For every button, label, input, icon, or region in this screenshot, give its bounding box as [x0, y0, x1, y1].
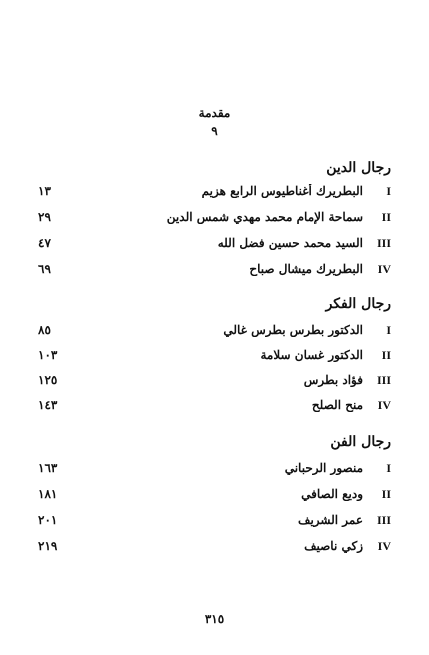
- intro-page: ٩: [211, 124, 218, 138]
- entry-page: ٨٥: [38, 323, 51, 337]
- entry-page: ١٦٣: [38, 461, 58, 475]
- page-number: ٣١٥: [204, 612, 225, 626]
- section-title-thought: رجال الفكر: [325, 296, 391, 312]
- toc-entry[interactable]: [38, 207, 391, 227]
- entry-page: ٢١٩: [38, 539, 58, 553]
- section-title-art: رجال الفن: [330, 434, 391, 450]
- entry-number: I: [386, 183, 391, 198]
- toc-entry[interactable]: [38, 395, 391, 415]
- entry-name: وديع الصافي: [301, 487, 363, 501]
- intro-label: مقدمة: [198, 106, 231, 120]
- entry-number: III: [376, 372, 391, 387]
- entry-name: منصور الرحباني: [284, 461, 363, 475]
- toc-entry[interactable]: [38, 458, 391, 478]
- entry-number: II: [381, 347, 391, 362]
- entry-number: III: [376, 235, 391, 250]
- entry-name: عمر الشريف: [298, 513, 363, 527]
- entry-number: I: [386, 322, 391, 337]
- entry-number: IV: [377, 261, 391, 276]
- entry-number: II: [381, 486, 391, 501]
- entry-page: ١٠٣: [38, 348, 58, 362]
- toc-entry[interactable]: [38, 259, 391, 279]
- entry-number: IV: [377, 538, 391, 553]
- entry-name: البطريرك ميشال صباح: [249, 262, 363, 276]
- toc-entry[interactable]: [38, 484, 391, 504]
- toc-entry[interactable]: [38, 370, 391, 390]
- toc-entry[interactable]: [38, 510, 391, 530]
- toc-entry[interactable]: [38, 536, 391, 556]
- toc-entry[interactable]: [38, 233, 391, 253]
- entry-page: ٢٠١: [38, 513, 58, 527]
- entry-name: البطريرك أغناطيوس الرابع هزيم: [201, 184, 363, 198]
- entry-page: ١٨١: [38, 487, 58, 501]
- entry-name: السيد محمد حسين فضل الله: [217, 236, 363, 250]
- entry-name: الدكتور بطرس بطرس غالي: [223, 323, 363, 337]
- section-title-religion: رجال الدين: [326, 160, 391, 176]
- entry-name: الدكتور غسان سلامة: [260, 348, 363, 362]
- entry-number: I: [386, 460, 391, 475]
- entry-page: ١٢٥: [38, 373, 58, 387]
- toc-entry[interactable]: [38, 345, 391, 365]
- entry-page: ١٤٣: [38, 398, 58, 412]
- entry-number: III: [376, 512, 391, 527]
- entry-name: منح الصلح: [311, 398, 363, 412]
- entry-name: فؤاد بطرس: [303, 373, 363, 387]
- entry-page: ١٣: [38, 184, 51, 198]
- entry-number: IV: [377, 397, 391, 412]
- entry-page: ٤٧: [38, 236, 51, 250]
- entry-page: ٦٩: [38, 262, 51, 276]
- entry-number: II: [381, 209, 391, 224]
- entry-name: سماحة الإمام محمد مهدي شمس الدين: [166, 210, 363, 224]
- toc-entry[interactable]: [38, 181, 391, 201]
- entry-page: ٢٩: [38, 210, 51, 224]
- toc-entry[interactable]: [38, 320, 391, 340]
- entry-name: زكي ناصيف: [304, 539, 363, 553]
